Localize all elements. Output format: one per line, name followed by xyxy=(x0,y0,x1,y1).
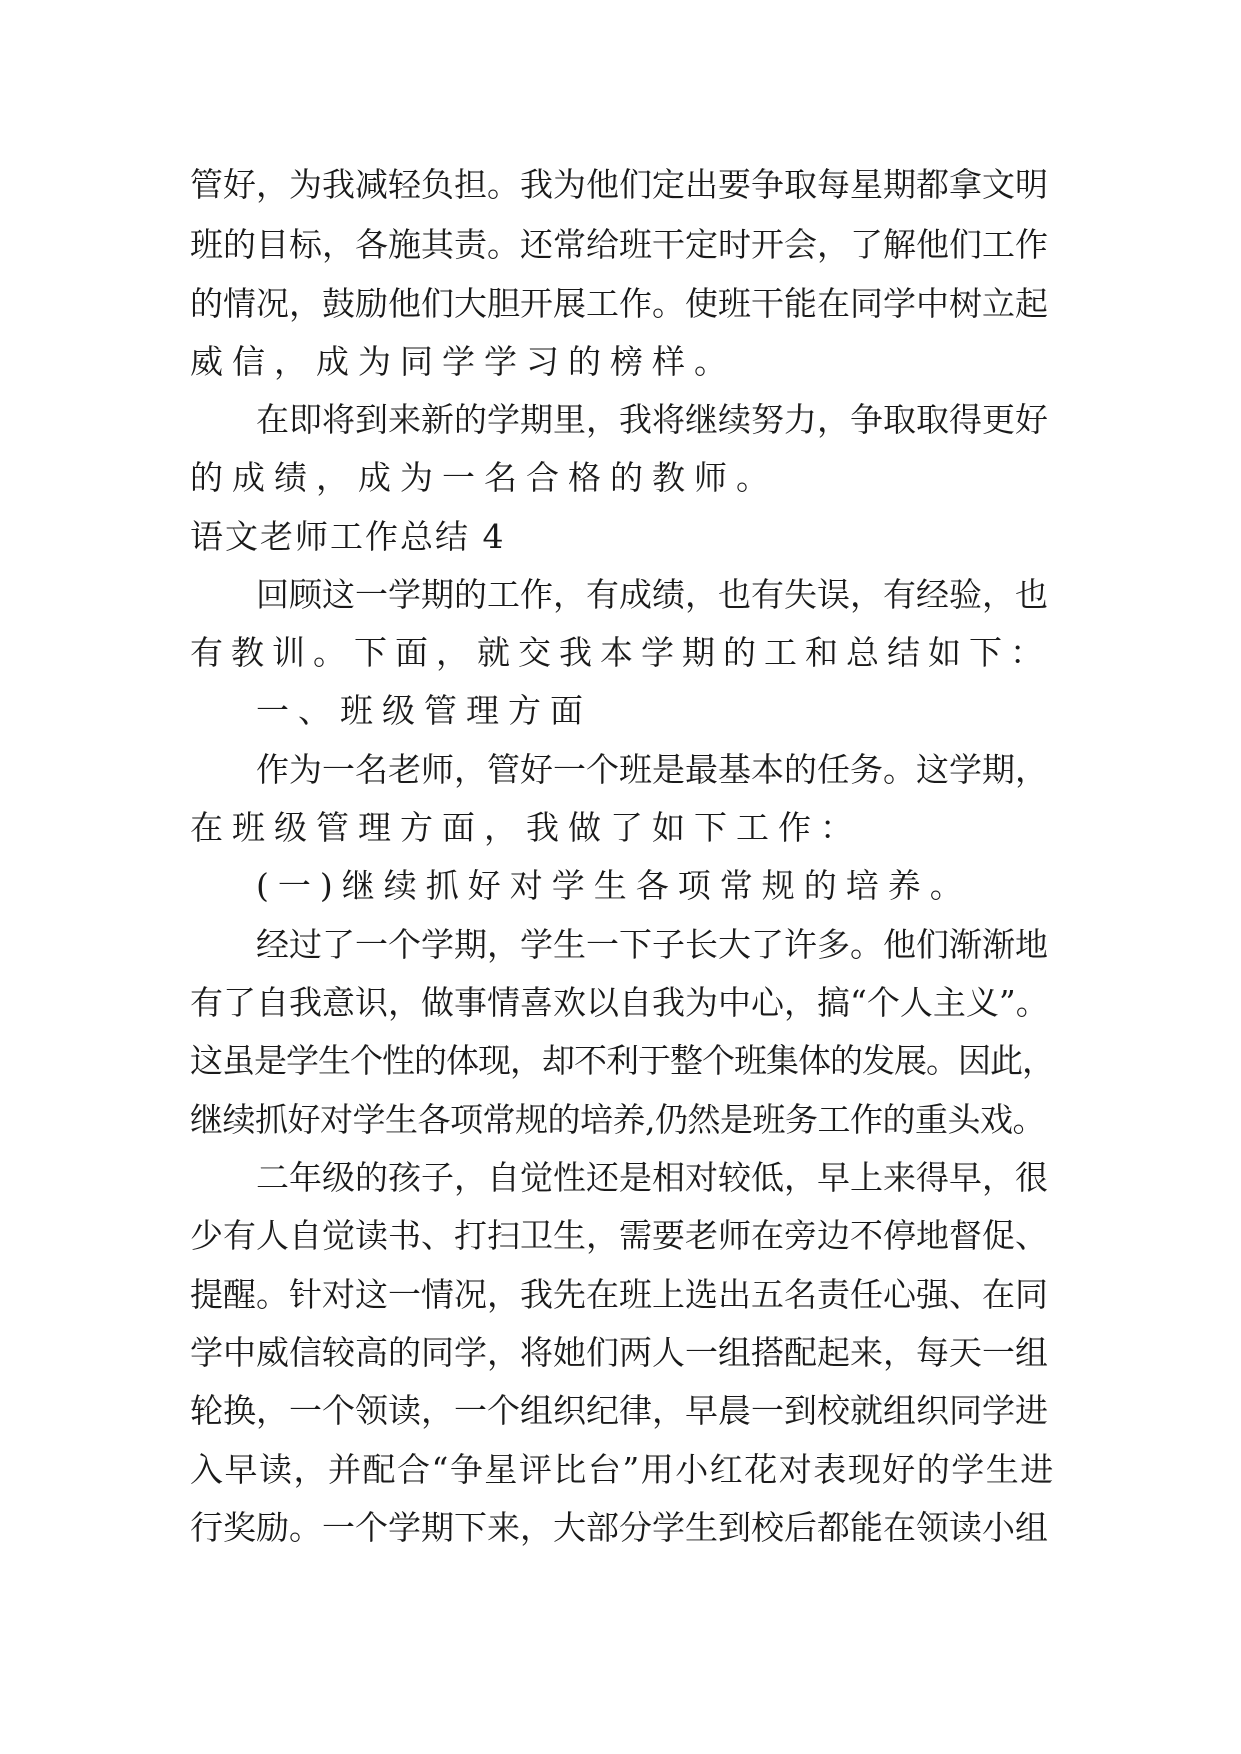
text-line: 回顾这一学期的工作，有成绩，也有失误，有经验，也 xyxy=(256,575,1048,614)
text-line: 这虽是学生个性的体现，却不利于整个班集体的发展。因此， xyxy=(190,1041,1054,1080)
subsection-heading: (一)继续抓好对学生各项常规的培养。 xyxy=(256,866,972,905)
text-line: 有教训。下面，就交我本学期的工和总结如下： xyxy=(190,633,1051,672)
text-line: 作为一名老师，管好一个班是最基本的任务。这学期， xyxy=(256,750,1048,789)
text-line: 班的目标，各施其责。还常给班干定时开会，了解他们工作 xyxy=(190,225,1048,264)
text-line: 经过了一个学期，学生一下子长大了许多。他们渐渐地 xyxy=(256,925,1048,964)
text-line: 在班级管理方面，我做了如下工作： xyxy=(190,808,862,847)
text-line: 管好，为我减轻负担。我为他们定出要争取每星期都拿文明 xyxy=(190,165,1048,204)
text-line: 轮换，一个领读，一个组织纪律，早晨一到校就组织同学进 xyxy=(190,1391,1048,1430)
text-line: 在即将到来新的学期里，我将继续努力，争取取得更好 xyxy=(256,400,1048,439)
text-line: 行奖励。一个学期下来，大部分学生到校后都能在领读小组 xyxy=(190,1508,1048,1547)
text-line: 学中威信较高的同学，将她们两人一组搭配起来，每天一组 xyxy=(190,1333,1048,1372)
section-heading: 语文老师工作总结 4 xyxy=(190,517,506,556)
text-line: 少有人自觉读书、打扫卫生，需要老师在旁边不停地督促、 xyxy=(190,1216,1048,1255)
text-line: 的成绩，成为一名合格的教师。 xyxy=(190,458,778,497)
text-line: 威信，成为同学学习的榜样。 xyxy=(190,342,736,381)
subsection-heading: 一、班级管理方面 xyxy=(256,691,592,730)
text-line: 继续抓好对学生各项常规的培养,仍然是班务工作的重头戏。 xyxy=(190,1100,1045,1139)
text-line: 提醒。针对这一情况，我先在班上选出五名责任心强、在同 xyxy=(190,1275,1048,1314)
text-line: 二年级的孩子，自觉性还是相对较低，早上来得早，很 xyxy=(256,1158,1048,1197)
text-line: 有了自我意识，做事情喜欢以自我为中心，搞“个人主义”。 xyxy=(190,983,1049,1022)
text-line: 入早读，并配合“争星评比台”用小红花对表现好的学生进 xyxy=(190,1450,1055,1489)
text-line: 的情况，鼓励他们大胆开展工作。使班干能在同学中树立起 xyxy=(190,284,1048,323)
